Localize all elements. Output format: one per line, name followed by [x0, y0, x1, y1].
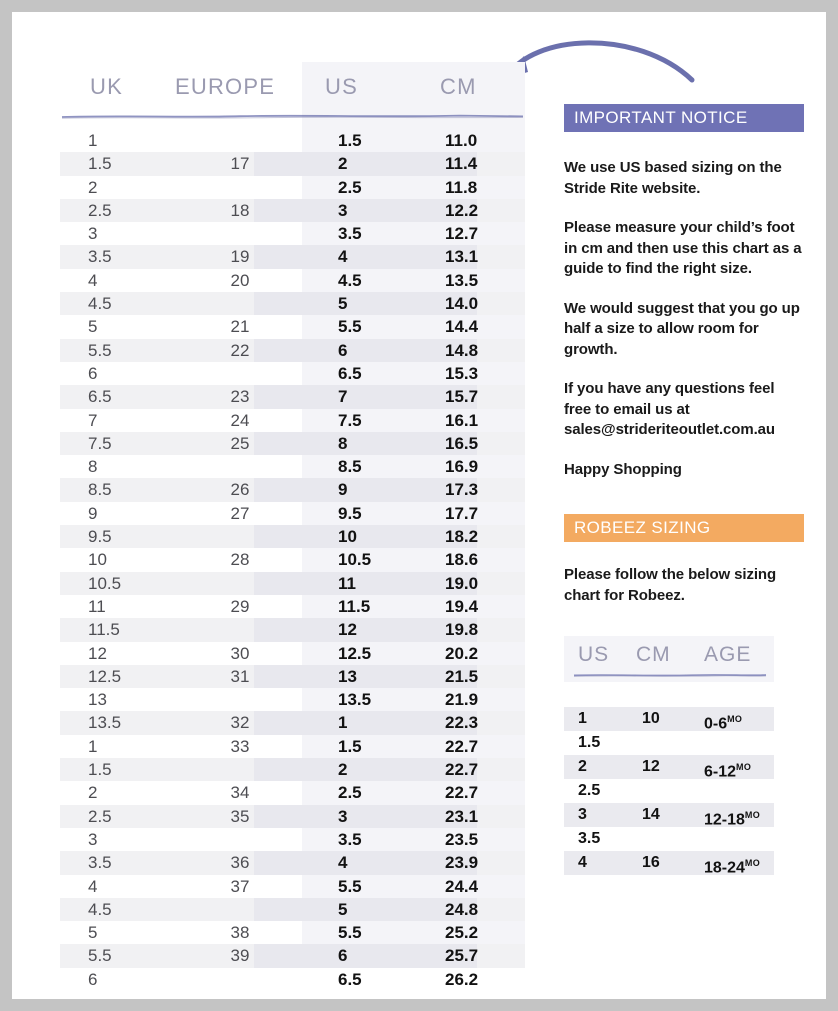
row-highlight	[254, 199, 477, 222]
cell-europe: 21	[230, 317, 250, 337]
cell-europe: 28	[230, 550, 250, 570]
row-highlight	[254, 618, 477, 641]
cell-cm: 15.7	[445, 387, 479, 407]
row-highlight	[254, 805, 477, 828]
cell-europe: 39	[230, 946, 250, 966]
cell-europe: 26	[230, 480, 250, 500]
table-row	[60, 548, 525, 571]
row-highlight	[254, 245, 477, 268]
row-highlight	[254, 176, 477, 199]
notice-signoff: Happy Shopping	[564, 460, 682, 478]
table-row	[60, 805, 525, 828]
table-header-row	[60, 62, 525, 112]
cell-europe: 23	[230, 387, 250, 407]
notice-paragraph: Please measure your child’s foot in cm and then use this chart as a guide to find the right size.	[564, 219, 802, 277]
cell-uk: 3	[88, 224, 98, 244]
table-row	[60, 875, 525, 898]
table-row	[60, 199, 525, 222]
table-row	[60, 572, 525, 595]
robeez-age-unit: MO	[744, 810, 761, 820]
table-row	[60, 339, 525, 362]
cell-us: 1	[338, 713, 348, 733]
cell-us: 9.5	[338, 503, 362, 523]
robeez-cell-cm: 12	[642, 758, 660, 775]
cell-europe: 32	[230, 713, 250, 733]
cell-uk: 2	[88, 177, 98, 197]
cell-us: 9	[338, 480, 348, 500]
robeez-cell-us: 2	[578, 758, 587, 775]
robeez-table-row	[564, 827, 774, 851]
table-row	[60, 595, 525, 618]
row-highlight	[254, 385, 477, 408]
size-chart-page	[12, 12, 826, 999]
table-row	[60, 455, 525, 478]
row-highlight	[254, 875, 477, 898]
cell-uk: 1	[88, 131, 98, 150]
cell-cm: 12.7	[445, 224, 479, 244]
cell-europe: 19	[230, 247, 250, 267]
cell-us: 1.5	[338, 736, 362, 756]
cell-uk: 2.5	[88, 806, 112, 826]
table-row	[60, 618, 525, 641]
cell-us: 11.5	[338, 596, 371, 616]
robeez-cell-us: 3.5	[578, 830, 601, 847]
row-highlight	[254, 711, 477, 734]
cell-europe: 35	[230, 806, 250, 826]
cell-cm: 14.4	[445, 317, 479, 337]
notice-paragraph: We use US based sizing on the Stride Rite website.	[564, 159, 782, 197]
table-row	[60, 898, 525, 921]
cell-cm: 24.4	[445, 876, 479, 896]
cell-us: 5.5	[338, 317, 362, 337]
cell-cm: 19.8	[445, 620, 479, 640]
cell-us: 6.5	[338, 969, 362, 989]
notice-paragraph: We would suggest that you go up half a size to allow room for growth.	[564, 299, 800, 358]
cell-cm: 14.0	[445, 294, 479, 314]
table-row	[60, 921, 525, 944]
cell-uk: 5.5	[88, 946, 112, 966]
table-row	[60, 968, 525, 991]
robeez-cell-cm: 16	[642, 854, 660, 871]
table-row	[60, 944, 525, 967]
cell-uk: 4.5	[88, 899, 112, 919]
robeez-table-row	[564, 779, 774, 803]
robeez-cell-age: $18-24^{MO}$	[704, 858, 761, 877]
cell-europe: 30	[230, 643, 250, 663]
robeez-cell-us: 1	[578, 710, 587, 727]
cell-uk: 5	[88, 317, 98, 337]
robeez-cell-us: 3	[578, 806, 587, 823]
cell-us: 3	[338, 200, 348, 220]
table-row	[60, 222, 525, 245]
cell-us: 13.5	[338, 690, 372, 710]
row-highlight	[254, 758, 477, 781]
cell-europe: 22	[230, 340, 250, 360]
column-header-us: US	[325, 74, 358, 99]
cell-europe: 25	[230, 433, 250, 453]
cell-us: 10.5	[338, 550, 372, 570]
important-notice-body	[564, 158, 804, 480]
cell-cm: 24.8	[445, 899, 479, 919]
robeez-section	[564, 514, 804, 875]
cell-uk: 12.5	[88, 666, 122, 686]
cell-us: 8.5	[338, 457, 362, 477]
robeez-table-row	[564, 731, 774, 755]
robeez-cell-age: $6-12^{MO}$	[704, 762, 752, 781]
cell-us: 8	[338, 433, 348, 453]
robeez-table-row	[564, 707, 774, 731]
row-highlight	[254, 269, 477, 292]
cell-uk: 1	[88, 736, 98, 756]
table-row	[60, 292, 525, 315]
cell-cm: 23.9	[445, 853, 479, 873]
table-row	[60, 385, 525, 408]
robeez-cell-us: 2.5	[578, 782, 601, 799]
cell-uk: 4.5	[88, 294, 112, 314]
cell-cm: 16.9	[445, 457, 479, 477]
robeez-table-row	[564, 851, 774, 875]
robeez-column-header-us: US	[578, 643, 610, 666]
row-highlight	[254, 502, 477, 525]
cell-uk: 3.5	[88, 853, 112, 873]
robeez-header-underline	[572, 672, 768, 678]
column-header-europe: EUROPE	[175, 74, 276, 99]
cell-us: 4	[338, 247, 348, 267]
robeez-age-unit: MO	[744, 858, 761, 868]
cell-uk: 11	[88, 596, 106, 616]
robeez-cell-cm: 14	[642, 806, 660, 823]
cell-uk: 10.5	[88, 573, 122, 593]
row-highlight	[254, 828, 477, 851]
cell-europe: 18	[230, 200, 250, 220]
cell-cm: 20.2	[445, 643, 479, 663]
table-row	[60, 781, 525, 804]
robeez-age-unit: MO	[727, 714, 743, 724]
robeez-column-header-cm: CM	[636, 643, 671, 666]
cell-uk: 13	[88, 690, 107, 710]
row-highlight	[254, 292, 477, 315]
table-row	[60, 409, 525, 432]
cell-us: 5.5	[338, 923, 362, 943]
cell-cm: 15.3	[445, 363, 479, 383]
cell-uk: 4	[88, 270, 98, 290]
cell-us: 4	[338, 853, 348, 873]
robeez-intro	[564, 565, 804, 606]
robeez-intro-text: Please follow the below sizing chart for Robeez.	[564, 566, 777, 604]
robeez-cell-us: 1.5	[578, 734, 601, 751]
robeez-column-header-age: AGE	[704, 643, 752, 666]
row-highlight	[254, 152, 477, 175]
cell-cm: 16.5	[445, 433, 479, 453]
cell-cm: 18.6	[445, 550, 479, 570]
robeez-sizing-banner: ROBEEZ SIZING	[564, 514, 804, 542]
notice-email-paragraph: If you have any questions feel free to email us at sales@strideriteoutlet.com.au	[564, 380, 775, 438]
table-row	[60, 525, 525, 548]
cell-us: 2.5	[338, 783, 362, 803]
cell-europe: 17	[230, 154, 250, 174]
row-highlight	[254, 781, 477, 804]
cell-europe: 27	[230, 503, 250, 523]
cell-cm: 16.1	[445, 410, 479, 430]
cell-uk: 6	[88, 363, 98, 383]
table-row	[60, 688, 525, 711]
table-row	[60, 315, 525, 338]
table-row	[60, 269, 525, 292]
cell-cm: 19.0	[445, 573, 479, 593]
cell-us: 12	[338, 620, 357, 640]
cell-cm: 14.8	[445, 340, 479, 360]
row-highlight	[254, 665, 477, 688]
cell-cm: 11.8	[445, 177, 478, 197]
robeez-size-table	[564, 636, 774, 875]
column-header-uk: UK	[90, 74, 123, 99]
cell-cm: 17.7	[445, 503, 479, 523]
cell-cm: 12.2	[445, 200, 479, 220]
cell-uk: 9.5	[88, 527, 112, 547]
row-highlight	[254, 572, 477, 595]
cell-uk: 3.5	[88, 247, 112, 267]
cell-us: 10	[338, 527, 357, 547]
row-highlight	[254, 362, 477, 385]
cell-cm: 23.1	[445, 806, 479, 826]
cell-uk: 8.5	[88, 480, 112, 500]
cell-europe: 38	[230, 923, 250, 943]
side-panel	[564, 104, 804, 875]
cell-cm: 23.5	[445, 829, 479, 849]
cell-us: 5	[338, 294, 348, 314]
table-row	[60, 176, 525, 199]
cell-cm: 22.7	[445, 783, 479, 803]
header-underline	[60, 112, 525, 120]
cell-cm: 13.1	[445, 247, 479, 267]
cell-europe: 37	[230, 876, 250, 896]
row-highlight	[254, 315, 477, 338]
table-row	[60, 502, 525, 525]
robeez-cell-age: $0-6^{MO}$	[704, 714, 743, 733]
cell-uk: 6.5	[88, 387, 112, 407]
cell-us: 3	[338, 806, 348, 826]
column-header-cm: CM	[440, 74, 477, 99]
cell-europe: 33	[230, 736, 250, 756]
cell-uk: 11.5	[88, 620, 120, 640]
cell-cm: 21.5	[445, 666, 479, 686]
robeez-table-row	[564, 755, 774, 779]
robeez-cell-cm: 10	[642, 710, 660, 727]
size-conversion-table	[60, 62, 525, 991]
cell-us: 5	[338, 899, 348, 919]
cell-us: 2	[338, 760, 348, 780]
row-highlight	[254, 851, 477, 874]
row-highlight	[254, 129, 477, 152]
table-row	[60, 152, 525, 175]
table-row	[60, 432, 525, 455]
cell-cm: 18.2	[445, 527, 479, 547]
cell-uk: 10	[88, 550, 107, 570]
cell-us: 2	[338, 154, 348, 174]
cell-cm: 26.2	[445, 969, 479, 989]
cell-cm: 25.2	[445, 923, 479, 943]
cell-uk: 5.5	[88, 340, 112, 360]
row-highlight	[254, 944, 477, 967]
cell-uk: 1.5	[88, 760, 112, 780]
cell-uk: 6	[88, 969, 98, 989]
row-highlight	[254, 525, 477, 548]
cell-us: 6	[338, 340, 348, 360]
row-highlight	[254, 898, 477, 921]
row-highlight	[254, 432, 477, 455]
cell-cm: 11.4	[445, 154, 478, 174]
cell-us: 6.5	[338, 363, 362, 383]
cell-uk: 13.5	[88, 713, 122, 733]
row-highlight	[254, 921, 477, 944]
cell-us: 12.5	[338, 643, 372, 663]
robeez-cell-us: 4	[578, 854, 587, 871]
important-notice-banner: IMPORTANT NOTICE	[564, 104, 804, 132]
robeez-header-row	[564, 636, 774, 682]
cell-europe: 31	[230, 666, 250, 686]
cell-europe: 24	[230, 410, 250, 430]
cell-us: 2.5	[338, 177, 362, 197]
cell-uk: 3	[88, 829, 98, 849]
cell-us: 11	[338, 573, 356, 593]
table-row	[60, 711, 525, 734]
cell-cm: 22.7	[445, 736, 479, 756]
cell-uk: 1.5	[88, 154, 112, 174]
cell-cm: 17.3	[445, 480, 479, 500]
cell-us: 7	[338, 387, 348, 407]
table-row	[60, 245, 525, 268]
cell-cm: 22.3	[445, 713, 479, 733]
cell-europe: 34	[230, 783, 250, 803]
table-row	[60, 642, 525, 665]
cell-uk: 2	[88, 783, 98, 803]
cell-uk: 4	[88, 876, 98, 896]
table-row	[60, 758, 525, 781]
cell-us: 6	[338, 946, 348, 966]
row-highlight	[254, 478, 477, 501]
table-body	[60, 120, 525, 991]
cell-uk: 7.5	[88, 433, 112, 453]
cell-cm: 21.9	[445, 690, 479, 710]
cell-us: 4.5	[338, 270, 362, 290]
row-highlight	[254, 968, 477, 991]
cell-cm: 11.0	[445, 131, 478, 150]
table-row	[60, 362, 525, 385]
table-row	[60, 828, 525, 851]
cell-uk: 12	[88, 643, 107, 663]
cell-us: 7.5	[338, 410, 362, 430]
cell-us: 1.5	[338, 131, 362, 150]
cell-cm: 22.7	[445, 760, 479, 780]
row-highlight	[254, 339, 477, 362]
robeez-table-body	[564, 707, 774, 875]
cell-uk: 7	[88, 410, 98, 430]
cell-uk: 5	[88, 923, 98, 943]
cell-europe: 36	[230, 853, 250, 873]
cell-europe: 20	[230, 270, 250, 290]
cell-uk: 2.5	[88, 200, 112, 220]
cell-uk: 9	[88, 503, 98, 523]
robeez-table-row	[564, 803, 774, 827]
table-row	[60, 665, 525, 688]
cell-cm: 19.4	[445, 596, 479, 616]
cell-us: 5.5	[338, 876, 362, 896]
cell-cm: 13.5	[445, 270, 479, 290]
table-row	[60, 478, 525, 501]
table-row	[60, 129, 525, 152]
robeez-cell-age: $12-18^{MO}$	[704, 810, 761, 829]
cell-us: 3.5	[338, 829, 362, 849]
cell-uk: 8	[88, 457, 98, 477]
table-row	[60, 735, 525, 758]
table-row	[60, 851, 525, 874]
row-highlight	[254, 222, 477, 245]
cell-cm: 25.7	[445, 946, 479, 966]
cell-europe: 29	[230, 596, 250, 616]
row-highlight	[254, 455, 477, 478]
row-highlight	[254, 735, 477, 758]
robeez-age-unit: MO	[736, 762, 752, 772]
row-highlight	[254, 409, 477, 432]
cell-us: 13	[338, 666, 357, 686]
cell-us: 3.5	[338, 224, 362, 244]
